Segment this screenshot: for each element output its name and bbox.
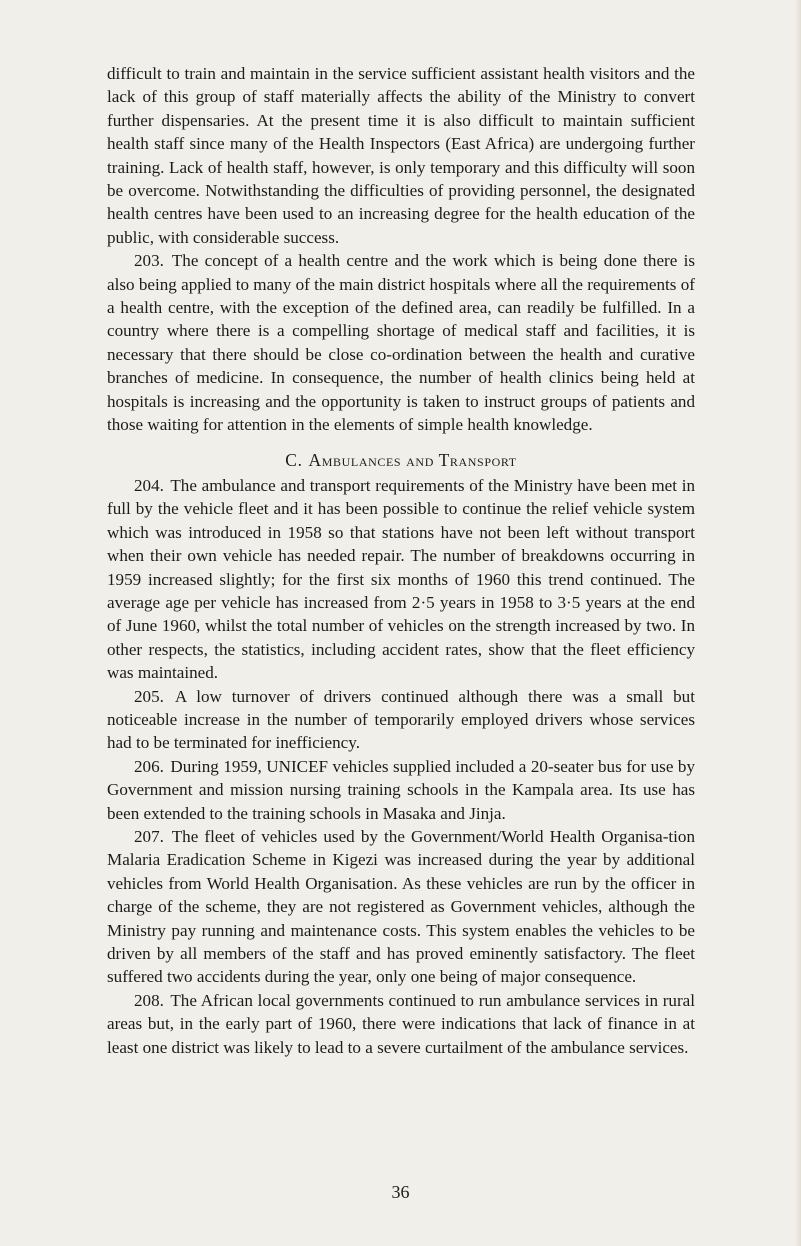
paragraph-203 bbox=[107, 249, 695, 436]
paragraph-continuation bbox=[107, 62, 695, 249]
paragraph-number: 207. bbox=[134, 827, 164, 846]
paragraph-text: During 1959, UNICEF vehicles supplied included a 20-seater bus for use by Government and mission nursing training schools in the Kampala area. Its use has been extended to the training schools in Masaka and Jinja. bbox=[107, 756, 696, 823]
section-heading bbox=[107, 449, 695, 472]
paragraph-text: The concept of a health centre and the work which is being done there is also being applied to many of the main district hospitals where all the requirements of a health centre, with the exception of the defined area, can readily be fulfilled. In a country where there is a compelling shortage of medical staff and facilities, it is necessary that there should be close co-ordination between the health and curative branches of medicine. In consequence, the number of health clinics being held at hospitals is increasing and the opportunity is taken to instruct groups of patients and those waiting for attention in the elements of simple health knowledge. bbox=[107, 251, 695, 435]
page-number: 36 bbox=[391, 1182, 410, 1202]
paragraph-number: 206. bbox=[134, 756, 164, 776]
page-edge-shadow bbox=[795, 0, 801, 1246]
paragraph-204 bbox=[107, 474, 695, 685]
document-page bbox=[107, 62, 695, 1059]
paragraph-208 bbox=[107, 989, 695, 1059]
paragraph-text: The fleet of vehicles used by the Government/World Health Organisa-tion Malaria Eradication Scheme in Kigezi was increased during the year by additional vehicles from World Health Organisation. As these vehicles are run by the officer in charge of the scheme, they are not registered as Government vehicles, although the Ministry pay running and maintenance costs. This system enables the vehicles to be driven by all members of the staff and has proved eminently satisfactory. The fleet suffered two accidents during the year, only one being of major consequence. bbox=[107, 827, 695, 987]
paragraph-207 bbox=[107, 825, 695, 989]
paragraph-number: 208. bbox=[134, 990, 164, 1010]
paragraph-number: 204. bbox=[134, 475, 164, 495]
paragraph-text: The African local governments continued to run ambulance services in rural areas but, in the early part of 1960, there were indications that lack of finance in at least one district was likely to lead to a severe curtailment of the ambulance services. bbox=[107, 990, 695, 1057]
paragraph-text: difficult to train and maintain in the service sufficient assistant health visitors and the lack of this group of staff materially affects the ability of the Ministry to convert further dispensaries. At the present time it is also difficult to maintain sufficient health staff since many of the Health Inspectors (East Africa) are undergoing further training. Lack of health staff, however, is only temporary and this difficulty will soon be overcome. Notwithstanding the difficulties of providing personnel, the designated health centres have been used to an increasing degree for the health education of the public, with considerable success. bbox=[107, 64, 695, 247]
paragraph-number: 205. bbox=[134, 686, 164, 706]
paragraph-text: A low turnover of drivers continued although there was a small but noticeable increase in the number of temporarily employed drivers whose services had to be terminated for inefficiency. bbox=[107, 686, 695, 753]
paragraph-205 bbox=[107, 685, 695, 755]
paragraph-number: 203. bbox=[134, 251, 164, 271]
paragraph-text: The ambulance and transport requirements of the Ministry have been met in full by the vehicle fleet and it has been possible to continue the relief vehicle system which was introduced in 1958 so that stations have not been left without transport when their own vehicle has needed repair. The number of breakdowns occurring in 1959 increased slightly; for the first six months of 1960 this trend continued. The average age per vehicle has increased from 2·5 years in 1958 to 3·5 years at the end of June 1960, whilst the total number of vehicles on the strength increased by two. In other respects, the statistics, including accident rates, show that the fleet efficiency was maintained. bbox=[107, 475, 696, 683]
section-letter: C. bbox=[285, 449, 303, 470]
section-title: Ambulances and Transport bbox=[308, 449, 517, 470]
paragraph-206 bbox=[107, 755, 695, 825]
